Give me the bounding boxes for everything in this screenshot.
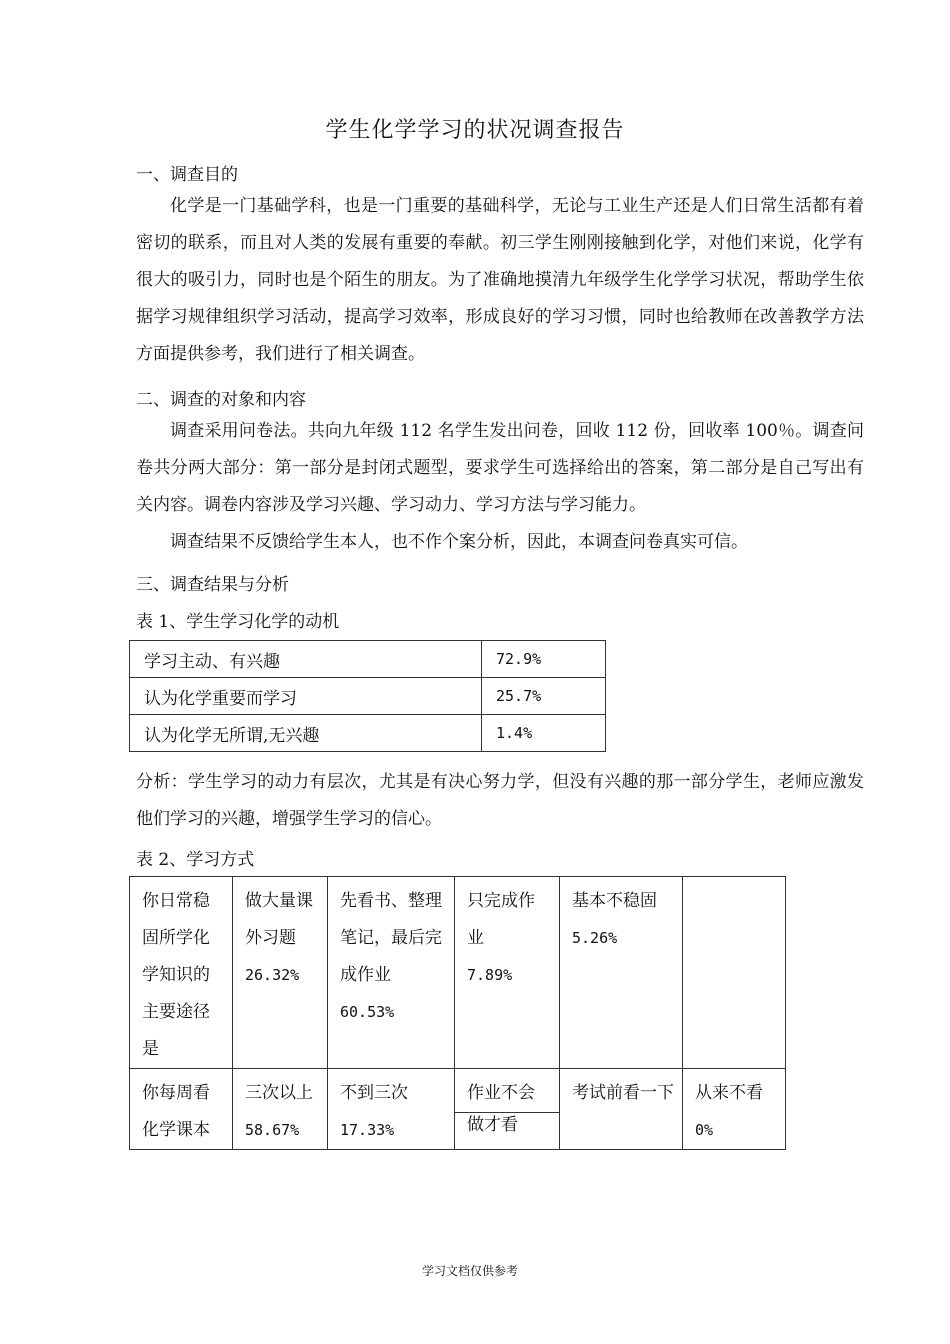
paragraph-credibility: 调查结果不反馈给学生本人，也不作个案分析，因此，本调查问卷真实可信。	[170, 532, 748, 552]
option-percent: 26.32%	[245, 966, 300, 984]
option-cell-split	[455, 1069, 560, 1150]
option-cell	[233, 877, 328, 1069]
option-cell	[560, 1069, 683, 1150]
table-cell-value: 1.4%	[482, 715, 606, 752]
section-heading-results: 三、调查结果与分析	[136, 575, 289, 595]
table-cell-value: 25.7%	[482, 678, 606, 715]
table2-caption: 表 2、学习方式	[136, 850, 255, 870]
question-textbook: 你每周看化学课本	[130, 1069, 233, 1150]
option-cell	[560, 877, 683, 1069]
table-row	[130, 678, 606, 715]
option-text: 三次以上	[245, 1083, 313, 1103]
option-cell	[328, 877, 455, 1069]
option-text: 先看书、整理笔记，最后完成作业	[340, 891, 442, 985]
option-percent: 60.53%	[340, 1003, 395, 1021]
table1-caption: 表 1、学生学习化学的动机	[136, 612, 340, 632]
option-text-top: 作业不会	[455, 1069, 559, 1113]
paragraph-method: 调查采用问卷法。共向九年级 112 名学生发出问卷，回收 112 份，回收率 100％。调查问卷共分两大部分：第一部分是封闭式题型，要求学生可选择给出的答案，第二部分是自己写出有关内容。调卷内容涉及学习兴趣、学习动力、学习方法与学习能力。	[136, 421, 864, 515]
option-cell	[683, 1069, 786, 1150]
option-text: 不到三次	[340, 1083, 408, 1103]
paragraph-purpose: 化学是一门基础学科，也是一门重要的基础科学，无论与工业生产还是人们日常生活都有着密切的联系，而且对人类的发展有重要的奉献。初三学生刚刚接触到化学，对他们来说，化学有很大的吸引力，同时也是个陌生的朋友。为了准确地摸清九年级学生化学学习状况，帮助学生依据学习规律组织学习活动，提高学习效率，形成良好的学习习惯，同时也给教师在改善教学方法方面提供参考，我们进行了相关调查。	[136, 196, 864, 364]
option-percent: 0%	[695, 1121, 714, 1139]
option-percent: 5.26%	[572, 929, 618, 947]
table-row	[130, 1069, 786, 1150]
option-text: 只完成作业	[467, 891, 535, 948]
option-text: 考试前看一下	[572, 1083, 674, 1103]
paragraph-analysis: 分析：学生学习的动力有层次，尤其是有决心努力学，但没有兴趣的那一部分学生，老师应激发他们学习的兴趣，增强学生学习的信心。	[136, 772, 864, 829]
option-cell	[233, 1069, 328, 1150]
table-cell-label: 学习主动、有兴趣	[130, 641, 482, 678]
option-percent: 17.33%	[340, 1121, 395, 1139]
table-cell-label: 认为化学无所谓,无兴趣	[130, 715, 482, 752]
page-title: 学生化学学习的状况调查报告	[325, 118, 625, 143]
table-row	[130, 715, 606, 752]
section-heading-purpose: 一、调查目的	[136, 165, 238, 185]
option-text: 做大量课外习题	[245, 891, 313, 948]
table-cell-label: 认为化学重要而学习	[130, 678, 482, 715]
question-consolidate: 你日常稳固所学化学知识的主要途径是	[130, 877, 233, 1069]
option-text-bottom: 做才看	[467, 1115, 518, 1135]
option-cell	[455, 877, 560, 1069]
motivation-table	[129, 640, 606, 752]
table-row	[130, 641, 606, 678]
option-percent: 58.67%	[245, 1121, 300, 1139]
section-heading-subject: 二、调查的对象和内容	[136, 390, 306, 410]
option-text: 从来不看	[695, 1083, 763, 1103]
option-text: 基本不稳固	[572, 891, 657, 911]
empty-cell	[683, 877, 786, 1069]
option-cell	[328, 1069, 455, 1150]
table-row	[130, 877, 786, 1069]
option-percent: 7.89%	[467, 966, 513, 984]
table-cell-value: 72.9%	[482, 641, 606, 678]
footer-note: 学习文档仅供参考	[422, 1264, 519, 1278]
study-method-table	[129, 876, 786, 1150]
